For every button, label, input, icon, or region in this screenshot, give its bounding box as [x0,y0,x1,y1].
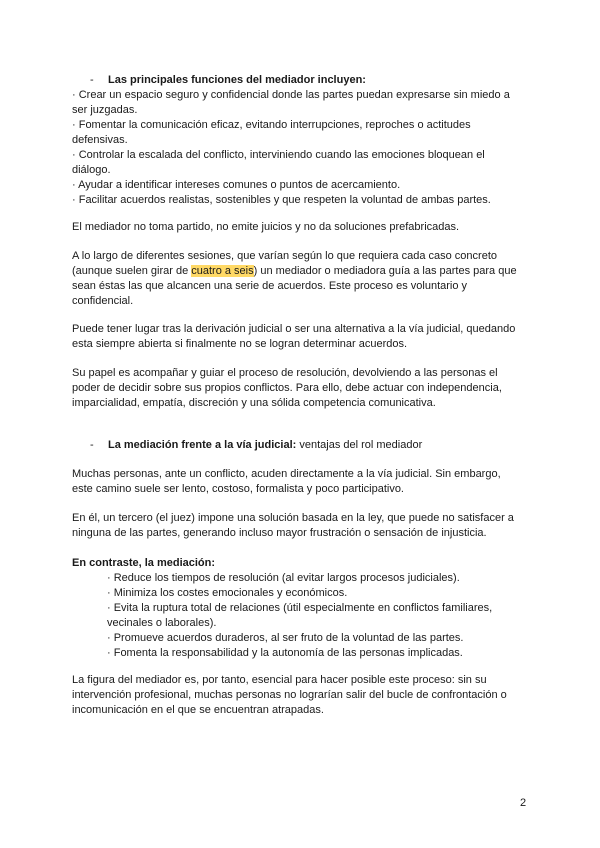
paragraph-derivation [72,322,542,352]
paragraph-neutral: El mediador no toma partido, no emite juicios y no da soluciones prefabricadas. [72,221,460,233]
list-line: · Crear un espacio seguro y confidencial donde las partes puedan expresarse sin miedo a [72,89,510,101]
paragraph-line: sean éstas las que alcancen una serie de acuerdos. Este proceso es voluntario y [72,280,468,292]
paragraph-line: imparcialidad, empatía, discreción y una sólida competencia comunicativa. [72,397,436,409]
contrast-heading-text: En contraste, la mediación: [72,557,216,569]
list-line: defensivas. [72,134,128,146]
paragraph-sessions [72,249,542,309]
functions-list [72,88,542,208]
list-line: · Facilitar acuerdos realistas, sostenibles y que respeten la voluntad de ambas partes. [72,194,491,206]
list-line: · Fomentar la comunicación eficaz, evitando interrupciones, reproches o actitudes [72,119,471,131]
paragraph-line: La figura del mediador es, por tanto, esencial para hacer posible este proceso: sin su [72,674,487,686]
paragraph-line [72,264,542,279]
text-run: (aunque suelen girar de [72,265,192,277]
list-line: ser juzgadas. [72,104,138,116]
paragraph-line: A lo largo de diferentes sesiones, que varían según lo que requiera cada caso concreto [72,250,497,262]
text-run: ) un mediador o mediadora guía a las partes para que [253,265,517,277]
heading-dash: - [90,74,94,86]
page-number: 2 [520,797,527,809]
heading-dash: - [90,439,94,451]
paragraph-line: este camino suele ser lento, costoso, formalista y poco participativo. [72,483,404,495]
list-line: · Ayudar a identificar intereses comunes o puntos de acercamiento. [72,179,401,191]
contrast-heading [72,556,542,571]
paragraph-line: esta siempre abierta si finalmente no se logran determinar acuerdos. [72,338,408,350]
list-line: · Controlar la escalada del conflicto, interviniendo cuando las emociones bloquean el [72,149,485,161]
list-line: · Promueve acuerdos duraderos, al ser fruto de la voluntad de las partes. [107,632,464,644]
list-line: · Minimiza los costes emocionales y económicos. [107,587,348,599]
paragraph-judge [72,511,542,541]
highlighted-text: cuatro a seis [191,265,254,277]
paragraph-people [72,467,542,497]
list-line: · Evita la ruptura total de relaciones (útil especialmente en conflictos familiares, [107,602,493,614]
paragraph-line: En él, un tercero (el juez) impone una solución basada en la ley, que puede no satisfacer a [72,512,514,524]
list-line: diálogo. [72,164,111,176]
paragraph-line: Muchas personas, ante un conflicto, acuden directamente a la vía judicial. Sin embargo, [72,468,501,480]
heading-bold-text: La mediación frente a la vía judicial: [108,439,297,451]
paragraph-line: intervención profesional, muchas personas no lograrían salir del bucle de confrontación o [72,689,507,701]
paragraph-line: poder de decidir sobre sus propios conflictos. Para ello, debe actuar con independencia, [72,382,502,394]
contrast-list [107,571,537,661]
paragraph-line: Su papel es acompañar y guiar el proceso de resolución, devolviendo a las personas el [72,367,498,379]
paragraph-line: ninguna de las partes, generando incluso mayor frustración o sensación de injusticia. [72,527,487,539]
list-line: · Reduce los tiempos de resolución (al evitar largos procesos judiciales). [107,572,460,584]
section-heading-judicial [90,438,422,453]
section-heading-functions [90,73,366,88]
heading-text: Las principales funciones del mediador incluyen: [108,74,366,86]
paragraph-line: Puede tener lugar tras la derivación judicial o ser una alternativa a la vía judicial, quedando [72,323,516,335]
paragraph-role [72,366,542,411]
list-line: · Fomenta la responsabilidad y la autonomía de las personas implicadas. [107,647,463,659]
paragraph-conclusion [72,673,542,718]
heading-rest-text: ventajas del rol mediador [296,439,423,451]
list-line: vecinales o laborales). [107,617,217,629]
paragraph-line: confidencial. [72,295,134,307]
paragraph-line: incomunicación en el que se encuentran atrapadas. [72,704,324,716]
